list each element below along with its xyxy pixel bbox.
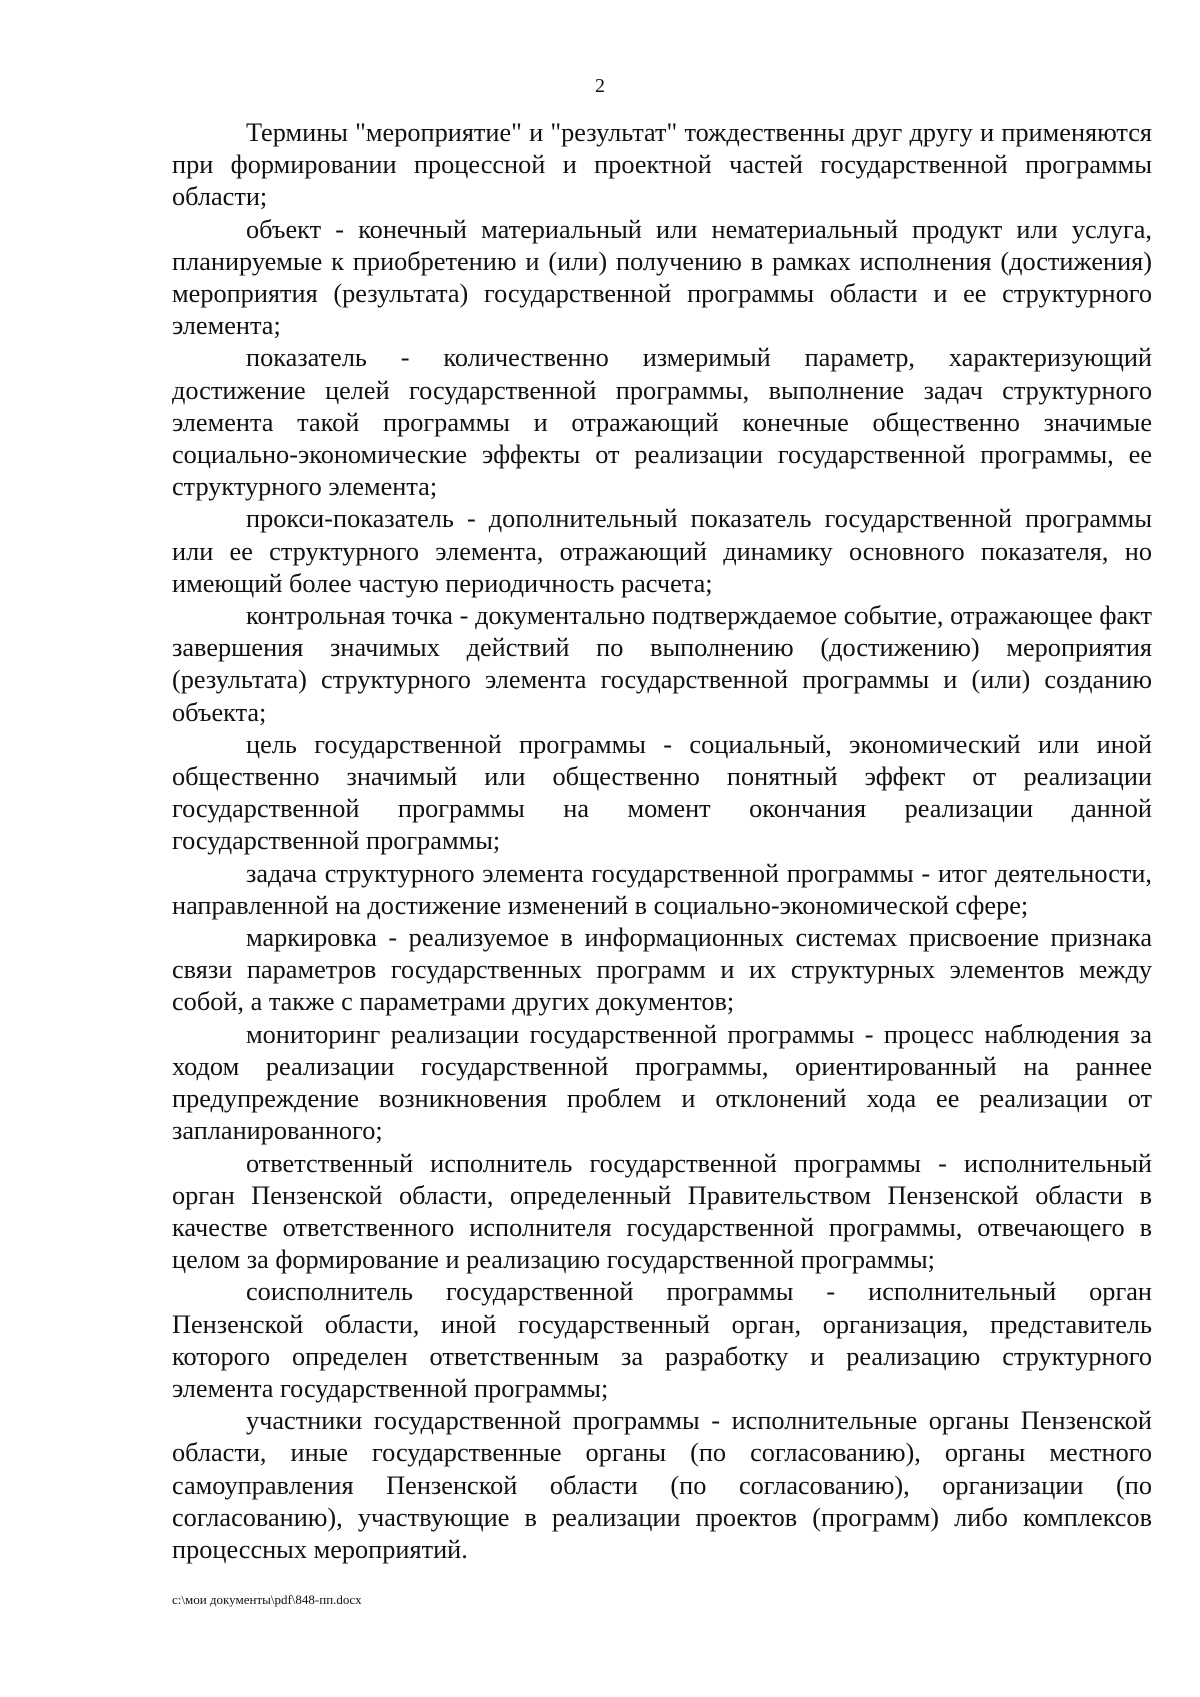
paragraph: маркировка - реализуемое в информационных системах присвоение признака связи параметров государственных программ и их структурных элементов между собой, а также с параметрами других документов; xyxy=(172,923,1152,1017)
paragraph: мониторинг реализации государственной программы - процесс наблюдения за ходом реализации государственной программы, ориентированный на раннее предупреждение возникновения проблем и отклонений хода ее реализации от запланированного; xyxy=(172,1019,1152,1146)
paragraph: цель государственной программы - социальный, экономический или иной общественно значимый или общественно понятный эффект от реализации государственной программы на момент окончания реализации данной государственной программы; xyxy=(172,729,1152,856)
paragraph: задача структурного элемента государственной программы - итог деятельности, направленной на достижение изменений в социально-экономической сфере; xyxy=(172,858,1152,920)
paragraph: прокси-показатель - дополнительный показатель государственной программы или ее структурного элемента, отражающий динамику основного показателя, но имеющий более частую периодичность расчета; xyxy=(172,504,1152,598)
paragraph: соисполнитель государственной программы - исполнительный орган Пензенской области, иной государственный орган, организация, представитель которого определен ответственным за разработку и реализацию структурного элемента государственной программы; xyxy=(172,1277,1152,1403)
paragraph: участники государственной программы - исполнительные органы Пензенской области, иные государственные органы (по согласованию), органы местного самоуправления Пензенской области (по согласованию), организации (по согласованию), участвующие в реализации проектов (программ) либо комплексов процессных мероприятий. xyxy=(172,1406,1152,1564)
document-body xyxy=(172,117,1152,1566)
paragraph: ответственный исполнитель государственной программы - исполнительный орган Пензенской области, определенный Правительством Пензенской области в качестве ответственного исполнителя государственной программы, отвечающего в целом за формирование и реализацию государственной программы; xyxy=(172,1148,1152,1275)
paragraph: показатель - количественно измеримый параметр, характеризующий достижение целей государственной программы, выполнение задач структурного элемента такой программы и отражающий конечные общественно значимые социально-экономические эффекты от реализации государственной программы, ее структурного элемента; xyxy=(172,343,1152,502)
paragraph: контрольная точка - документально подтверждаемое событие, отражающее факт завершения значимых действий по выполнению (достижению) мероприятия (результата) структурного элемента государственной программы и (или) созданию объекта; xyxy=(172,601,1152,727)
paragraph: Термины "мероприятие" и "результат" тождественны друг другу и применяются при формировании процессной и проектной частей государственной программы области; xyxy=(172,118,1152,212)
page-number: 2 xyxy=(595,75,605,97)
footer-file-path: c:\мои документы\pdf\848-пп.docx xyxy=(172,1592,362,1607)
paragraph: объект - конечный материальный или нематериальный продукт или услуга, планируемые к приобретению и (или) получению в рамках исполнения (достижения) мероприятия (результата) государственной программы области и ее структурного элемента; xyxy=(172,214,1152,341)
